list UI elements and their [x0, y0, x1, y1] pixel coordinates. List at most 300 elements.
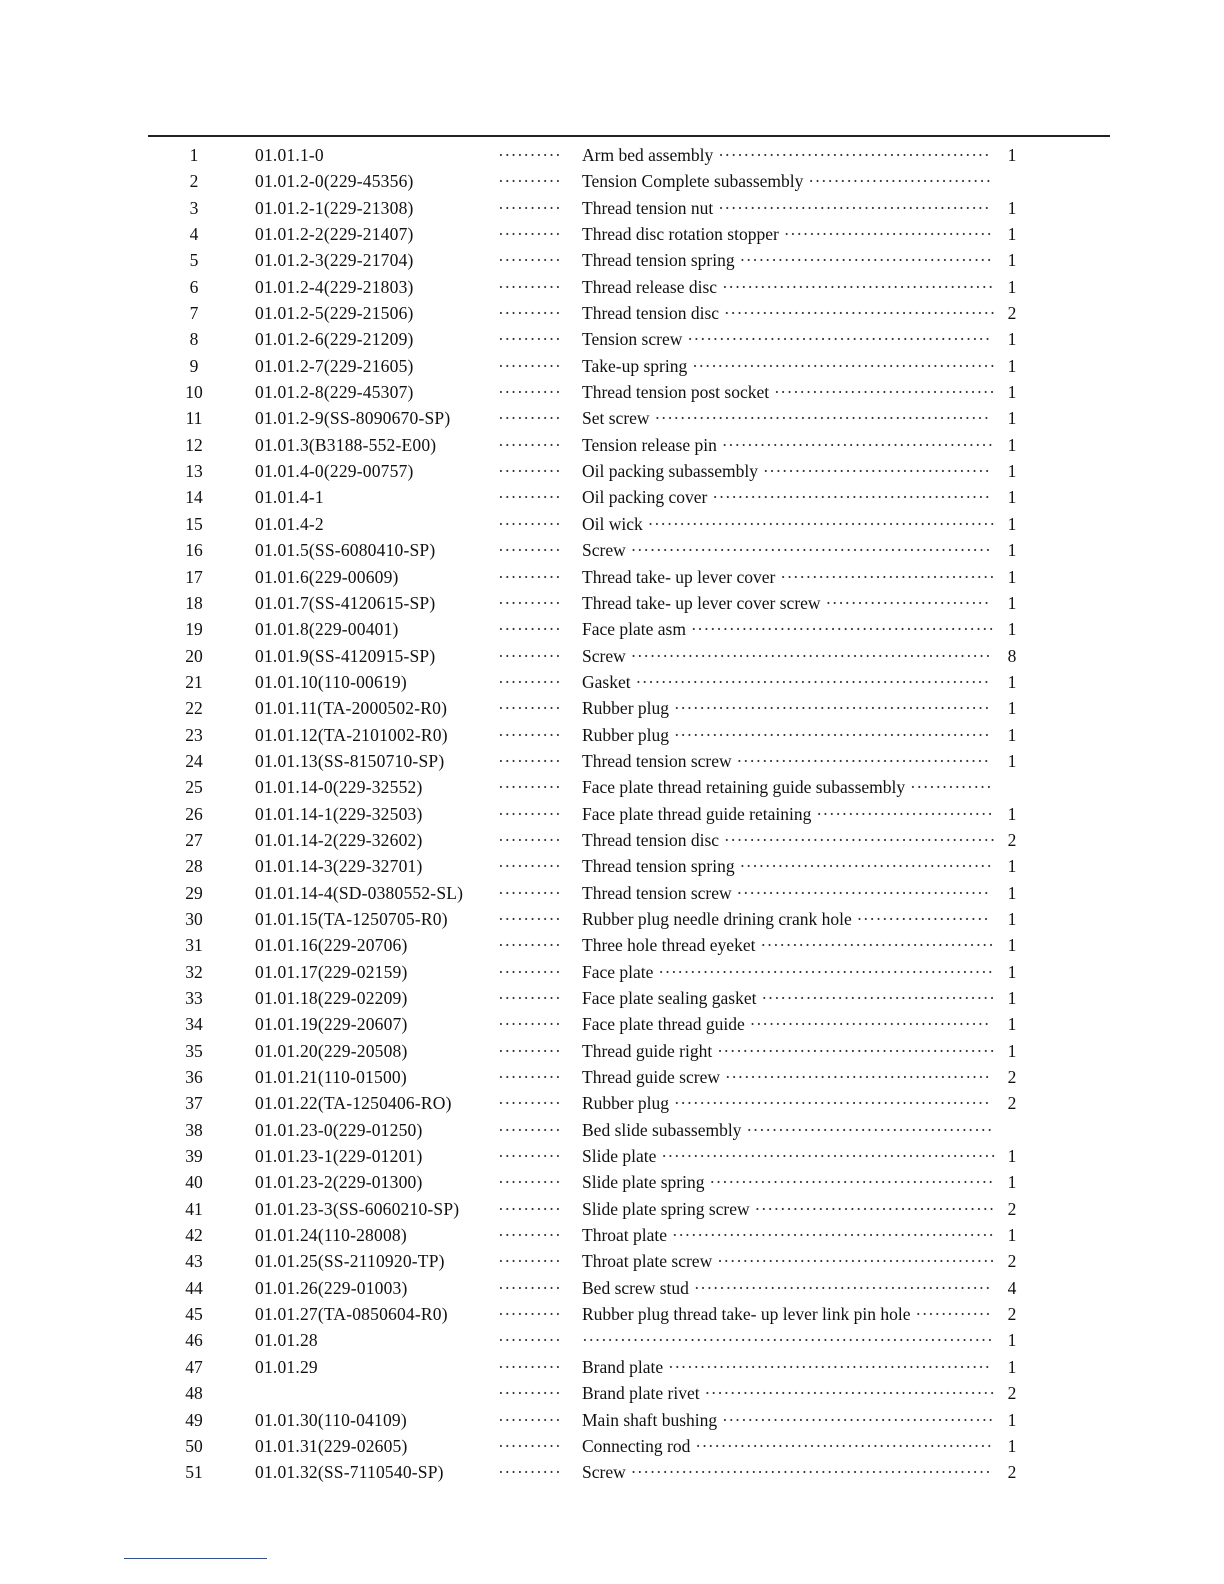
list-item — [0, 774, 1224, 800]
part-name — [582, 616, 995, 642]
quantity: 1 — [1007, 935, 1017, 956]
quantity: 1 — [1007, 908, 1017, 929]
part-code: 01.01.1-0 — [255, 145, 324, 165]
dot-leader-tail: ······································· — [741, 1119, 994, 1140]
part-name-text: Face plate sealing gasket — [582, 988, 757, 1008]
part-code: 01.01.31(229-02605) — [255, 1435, 408, 1456]
dot-leader: ·········· — [498, 197, 562, 218]
part-code: 01.01.29 — [255, 1356, 318, 1377]
part-name-text: Screw — [582, 1462, 626, 1483]
dot-leader: ·········· — [498, 1251, 562, 1272]
part-code: 01.01.2-6(229-21209) — [255, 329, 414, 350]
quantity: 2 — [1007, 303, 1017, 324]
item-number: 30 — [185, 908, 203, 929]
part-code: 01.01.2-7(229-21605) — [255, 355, 414, 376]
dot-leader-tail: ········································ — [731, 882, 990, 903]
dot-leader-tail: ··········································· — [716, 434, 994, 455]
list-item — [0, 1459, 1224, 1485]
dot-leader: ·········· — [498, 1172, 562, 1193]
part-name — [582, 300, 996, 326]
part-name-text: Slide plate — [582, 1146, 657, 1167]
item-number: 26 — [185, 803, 203, 824]
dot-leader-tail: ························································· — [625, 645, 992, 666]
dot-leader-tail: ····································· — [756, 988, 996, 1008]
part-name — [582, 1064, 991, 1090]
part-name-text: Thread guide screw — [582, 1067, 720, 1088]
dot-leader: ·········· — [498, 1146, 562, 1167]
part-name — [582, 1354, 991, 1380]
part-code: 01.01.30(110-04109) — [255, 1409, 407, 1430]
item-number: 49 — [185, 1409, 203, 1430]
list-item — [0, 511, 1224, 537]
dot-leader: ·········· — [498, 1040, 562, 1061]
list-item — [0, 932, 1224, 958]
part-name — [582, 853, 993, 879]
part-code: 01.01.6(229-00609) — [255, 566, 399, 587]
quantity: 4 — [1007, 1277, 1017, 1298]
part-code: 01.01.24(110-28008) — [255, 1225, 407, 1246]
part-name — [582, 827, 996, 853]
part-code: 01.01.28 — [255, 1330, 318, 1351]
part-name-text: Thread take- up lever cover — [582, 566, 776, 587]
list-item — [0, 1011, 1224, 1037]
quantity: 1 — [1007, 145, 1017, 165]
quantity: 8 — [1007, 645, 1017, 666]
part-name — [582, 1301, 991, 1327]
list-item — [0, 1038, 1224, 1064]
quantity: 1 — [1007, 1356, 1017, 1377]
part-name — [582, 247, 993, 273]
part-name — [582, 511, 996, 537]
list-item — [0, 695, 1224, 721]
dot-leader-tail: ·························· — [820, 592, 990, 613]
part-code: 01.01.21(110-01500) — [255, 1067, 407, 1088]
item-number: 22 — [185, 698, 203, 719]
quantity: 1 — [1007, 224, 1017, 245]
quantity: 1 — [1007, 276, 1017, 297]
part-code: 01.01.22(TA-1250406-RO) — [255, 1093, 452, 1114]
list-item — [0, 906, 1224, 932]
dot-leader: ·········· — [498, 724, 562, 745]
dot-leader-tail: ·················································· — [669, 698, 991, 719]
quantity: 1 — [1007, 566, 1017, 587]
part-code: 01.01.2-1(229-21308) — [255, 197, 414, 218]
list-item — [0, 168, 1224, 194]
part-code: 01.01.14-3(229-32701) — [255, 856, 423, 877]
dot-leader: ·········· — [498, 698, 562, 719]
dot-leader: ·········· — [498, 1462, 562, 1483]
part-name — [582, 1143, 997, 1169]
list-item — [0, 379, 1224, 405]
dot-leader: ·········· — [498, 1067, 562, 1088]
part-code: 01.01.2-5(229-21506) — [255, 303, 414, 324]
item-number: 15 — [185, 513, 203, 534]
part-name — [582, 484, 991, 510]
dot-leader-tail: ··············································· — [690, 1435, 993, 1456]
dot-leader: ·········· — [498, 382, 562, 403]
list-item — [0, 1275, 1224, 1301]
part-name — [582, 985, 995, 1011]
dot-leader: ·········· — [498, 171, 562, 192]
item-number: 40 — [185, 1172, 203, 1193]
part-name-text: Thread release disc — [582, 276, 718, 297]
part-name-text: Bed screw stud — [582, 1277, 689, 1298]
dot-leader: ·········· — [498, 803, 562, 824]
item-number: 23 — [185, 724, 203, 745]
quantity: 1 — [1007, 724, 1017, 745]
list-item — [0, 195, 1224, 221]
dot-leader: ·········· — [498, 935, 562, 956]
item-number: 46 — [185, 1330, 203, 1351]
part-name-text: Screw — [582, 645, 626, 666]
dot-leader: ·········· — [498, 461, 562, 482]
part-code: 01.01.2-3(229-21704) — [255, 250, 414, 271]
part-code: 01.01.25(SS-2110920-TP) — [255, 1251, 445, 1272]
quantity: 1 — [1007, 803, 1017, 824]
part-name-text: Thread tension nut — [582, 197, 714, 218]
dot-leader-tail: ············································ — [712, 1040, 996, 1061]
part-name — [582, 1090, 990, 1116]
list-item — [0, 1090, 1224, 1116]
item-number: 47 — [185, 1356, 203, 1377]
part-name-text: Thread tension screw — [582, 882, 732, 903]
item-number: 48 — [185, 1383, 203, 1404]
dot-leader-tail: ················································ — [682, 329, 991, 350]
item-number: 11 — [185, 408, 203, 429]
part-name-text: Take-up spring — [582, 355, 688, 376]
part-name-text: Slide plate spring — [582, 1172, 705, 1193]
list-item — [0, 1117, 1224, 1143]
quantity: 1 — [1007, 1040, 1017, 1061]
quantity: 1 — [1007, 461, 1017, 482]
dot-leader: ·········· — [498, 1119, 562, 1140]
list-item — [0, 142, 1224, 168]
part-code: 01.01.2-2(229-21407) — [255, 224, 414, 245]
item-number: 35 — [185, 1040, 203, 1061]
part-name — [582, 1433, 993, 1459]
list-item — [0, 1407, 1224, 1433]
dot-leader: ·········· — [498, 1435, 562, 1456]
dot-leader-tail: ····················· — [851, 908, 990, 929]
part-name-text: Connecting rod — [582, 1435, 691, 1456]
dot-leader: ·········· — [498, 961, 562, 982]
item-number: 43 — [185, 1251, 203, 1272]
quantity: 1 — [1007, 1409, 1017, 1430]
part-name — [582, 1222, 995, 1248]
list-item — [0, 326, 1224, 352]
part-name-text: Rubber plug — [582, 1093, 670, 1114]
part-code: 01.01.2-4(229-21803) — [255, 276, 414, 297]
quantity: 1 — [1007, 961, 1017, 982]
part-name — [582, 1196, 995, 1222]
list-item — [0, 405, 1224, 431]
part-name-text: Brand plate rivet — [582, 1383, 700, 1404]
quantity: 1 — [1007, 1330, 1017, 1351]
dot-leader-tail: ······················································· — [642, 513, 996, 534]
part-name-text: Bed slide subassembly — [582, 1119, 742, 1140]
part-name-text: Gasket — [582, 671, 631, 692]
list-item — [0, 959, 1224, 985]
dot-leader-tail: ················································ — [687, 355, 996, 376]
part-name-text: Face plate thread guide — [582, 1014, 745, 1035]
quantity: 1 — [1007, 250, 1017, 271]
dot-leader-tail: ············································ — [707, 487, 991, 508]
part-code: 01.01.23-0(229-01250) — [255, 1119, 423, 1140]
part-name-text: Throat plate — [582, 1225, 668, 1246]
part-name — [582, 932, 994, 958]
dot-leader: ·········· — [498, 1356, 562, 1377]
part-name-text: Face plate thread guide retaining — [582, 803, 812, 824]
part-name-text: Thread tension disc — [582, 829, 720, 850]
dot-leader-tail: ······································ — [749, 1198, 995, 1219]
dot-leader-tail: ························································· — [625, 1462, 992, 1483]
parts-list — [0, 142, 1224, 1486]
dot-leader-tail: ····················································· — [649, 408, 990, 429]
part-code: 01.01.7(SS-4120615-SP) — [255, 592, 436, 613]
dot-leader: ·········· — [498, 408, 562, 429]
part-code: 01.01.5(SS-6080410-SP) — [255, 540, 436, 561]
part-name-text: Thread tension post socket — [582, 382, 770, 403]
list-item — [0, 353, 1224, 379]
item-number: 38 — [185, 1119, 203, 1140]
part-name — [582, 1169, 994, 1195]
list-item — [0, 1248, 1224, 1274]
quantity: 1 — [1007, 671, 1017, 692]
dot-leader: ·········· — [498, 1409, 562, 1430]
quantity: 1 — [1007, 329, 1017, 350]
list-item — [0, 1064, 1224, 1090]
list-item — [0, 801, 1224, 827]
top-rule — [148, 135, 1110, 137]
part-name — [582, 643, 991, 669]
part-name-text: Thread guide right — [582, 1040, 713, 1061]
part-code: 01.01.23-3(SS-6060210-SP) — [255, 1198, 460, 1219]
part-code: 01.01.14-4(SD-0380552-SL) — [255, 882, 464, 903]
dot-leader-tail: ········································ — [734, 856, 993, 877]
item-number: 8 — [189, 329, 199, 350]
quantity: 1 — [1007, 856, 1017, 877]
dot-leader: ·········· — [498, 777, 562, 798]
part-name-text: Screw — [582, 540, 626, 561]
dot-leader: ·········· — [498, 988, 562, 1008]
part-code: 01.01.16(229-20706) — [255, 935, 408, 956]
part-name-text: Tension Complete subassembly — [582, 171, 804, 192]
dot-leader-tail: ············· — [905, 777, 993, 798]
dot-leader-tail: ···································· — [757, 461, 991, 482]
part-name — [582, 801, 993, 827]
item-number: 21 — [185, 671, 203, 692]
part-code: 01.01.4-0(229-00757) — [255, 461, 414, 482]
part-name — [582, 1275, 991, 1301]
dot-leader-tail: ························································· — [625, 540, 992, 561]
part-name-text: Oil packing cover — [582, 487, 708, 508]
dot-leader: ·········· — [498, 1383, 562, 1404]
dot-leader-tail: ··········································· — [713, 145, 991, 165]
part-name — [582, 379, 995, 405]
part-name — [582, 722, 990, 748]
item-number: 28 — [185, 856, 203, 877]
item-number: 20 — [185, 645, 203, 666]
item-number: 3 — [189, 197, 199, 218]
list-item — [0, 1380, 1224, 1406]
dot-leader: ·········· — [498, 1198, 562, 1219]
part-name-text: Thread disc rotation stopper — [582, 224, 779, 245]
part-code: 01.01.14-0(229-32552) — [255, 777, 423, 798]
quantity: 1 — [1007, 355, 1017, 376]
dot-leader-tail: ·················································· — [669, 724, 991, 745]
item-number: 5 — [189, 250, 199, 271]
quantity: 1 — [1007, 1014, 1017, 1035]
part-name — [582, 195, 990, 221]
item-number: 32 — [185, 961, 203, 982]
part-name-text: Thread take- up lever cover screw — [582, 592, 821, 613]
item-number: 25 — [185, 777, 203, 798]
list-item — [0, 1433, 1224, 1459]
dot-leader: ·········· — [498, 145, 562, 165]
part-name — [582, 1407, 994, 1433]
part-code: 01.01.20(229-20508) — [255, 1040, 408, 1061]
part-name — [582, 1117, 993, 1143]
part-name-text: Thread tension disc — [582, 303, 720, 324]
part-name — [582, 695, 990, 721]
item-number: 42 — [185, 1225, 203, 1246]
dot-leader: ·········· — [498, 592, 562, 613]
dot-leader-tail: ········································ — [731, 750, 990, 771]
quantity: 1 — [1007, 434, 1017, 455]
part-code: 01.01.14-1(229-32503) — [255, 803, 423, 824]
part-name-text: Rubber plug — [582, 724, 670, 745]
part-code: 01.01.12(TA-2101002-R0) — [255, 724, 448, 745]
dot-leader: ·········· — [498, 566, 562, 587]
item-number: 18 — [185, 592, 203, 613]
part-code: 01.01.4-1 — [255, 487, 324, 508]
quantity: 1 — [1007, 1146, 1017, 1167]
dot-leader: ·········· — [498, 1304, 562, 1325]
list-item — [0, 1196, 1224, 1222]
item-number: 4 — [189, 224, 199, 245]
dot-leader-tail: ·············································· — [699, 1383, 996, 1404]
list-item — [0, 432, 1224, 458]
list-item — [0, 247, 1224, 273]
list-item — [0, 1301, 1224, 1327]
dot-leader: ·········· — [498, 882, 562, 903]
part-name-text: Arm bed assembly — [582, 145, 714, 165]
dot-leader: ·········· — [498, 1014, 562, 1035]
part-name — [582, 326, 991, 352]
list-item — [0, 643, 1224, 669]
part-name — [582, 748, 990, 774]
dot-leader: ·········· — [498, 1330, 562, 1351]
part-name — [582, 537, 991, 563]
item-number: 29 — [185, 882, 203, 903]
list-item — [0, 1222, 1224, 1248]
quantity: 2 — [1007, 1462, 1017, 1483]
part-code: 01.01.8(229-00401) — [255, 619, 399, 640]
part-code: 01.01.2-0(229-45356) — [255, 171, 414, 192]
item-number: 41 — [185, 1198, 203, 1219]
part-name — [582, 906, 989, 932]
item-number: 50 — [185, 1435, 203, 1456]
part-name-text: Oil packing subassembly — [582, 461, 758, 482]
part-name — [582, 221, 993, 247]
dot-leader: ·········· — [498, 434, 562, 455]
item-number: 27 — [185, 829, 203, 850]
quantity: 1 — [1007, 592, 1017, 613]
part-code: 01.01.27(TA-0850604-R0) — [255, 1304, 448, 1325]
item-number: 16 — [185, 540, 203, 561]
dot-leader-tail: ····················································· — [656, 1146, 997, 1167]
list-item — [0, 300, 1224, 326]
dot-leader: ·········· — [498, 619, 562, 640]
list-item — [0, 221, 1224, 247]
part-code: 01.01.14-2(229-32602) — [255, 829, 423, 850]
list-item — [0, 537, 1224, 563]
part-code: 01.01.2-8(229-45307) — [255, 382, 414, 403]
dot-leader-tail: ············ — [910, 1304, 992, 1325]
part-name — [582, 458, 991, 484]
part-name-text: Face plate thread retaining guide subassembly — [582, 777, 906, 798]
dot-leader-tail: ··································· — [769, 382, 996, 403]
quantity: 1 — [1007, 882, 1017, 903]
part-name — [582, 1327, 993, 1353]
dot-leader-tail: ··················································· — [667, 1225, 995, 1246]
dot-leader-tail: ··········································· — [713, 197, 991, 218]
dot-leader-tail: ··········································· — [717, 1409, 995, 1430]
part-name — [582, 168, 992, 194]
part-name — [582, 564, 995, 590]
part-code: 01.01.23-2(229-01300) — [255, 1172, 423, 1193]
item-number: 14 — [185, 487, 203, 508]
dot-leader: ·········· — [498, 329, 562, 350]
part-name — [582, 274, 994, 300]
dot-leader-tail: ·········································· — [720, 1067, 991, 1088]
part-name-text: Thread tension spring — [582, 250, 735, 271]
part-name — [582, 1380, 996, 1406]
part-code: 01.01.4-2 — [255, 513, 324, 534]
dot-leader: ·········· — [498, 856, 562, 877]
dot-leader: ·········· — [498, 750, 562, 771]
dot-leader-tail: ····························· — [803, 171, 992, 192]
dot-leader: ·········· — [498, 250, 562, 271]
dot-leader: ·········· — [498, 513, 562, 534]
part-code: 01.01.32(SS-7110540-SP) — [255, 1462, 444, 1483]
part-name — [582, 590, 990, 616]
footnote-rule — [124, 1558, 267, 1559]
list-item — [0, 1354, 1224, 1380]
list-item — [0, 748, 1224, 774]
list-item — [0, 616, 1224, 642]
part-code: 01.01.13(SS-8150710-SP) — [255, 750, 445, 771]
part-name — [582, 959, 994, 985]
quantity: 1 — [1007, 540, 1017, 561]
dot-leader: ·········· — [498, 908, 562, 929]
quantity: 1 — [1007, 988, 1017, 1008]
dot-leader: ·········· — [498, 303, 562, 324]
part-name-text: Throat plate screw — [582, 1251, 713, 1272]
part-name — [582, 1248, 996, 1274]
dot-leader-tail: ········································ — [734, 250, 993, 271]
part-name-text: Rubber plug needle drining crank hole — [582, 908, 852, 929]
dot-leader-tail: ····················································· — [653, 961, 994, 982]
quantity: 1 — [1007, 408, 1017, 429]
item-number: 17 — [185, 566, 203, 587]
dot-leader: ·········· — [498, 224, 562, 245]
part-code: 01.01.26(229-01003) — [255, 1277, 408, 1298]
part-name — [582, 880, 990, 906]
list-item — [0, 564, 1224, 590]
dot-leader-tail: ················································ — [685, 619, 995, 640]
part-name — [582, 669, 990, 695]
